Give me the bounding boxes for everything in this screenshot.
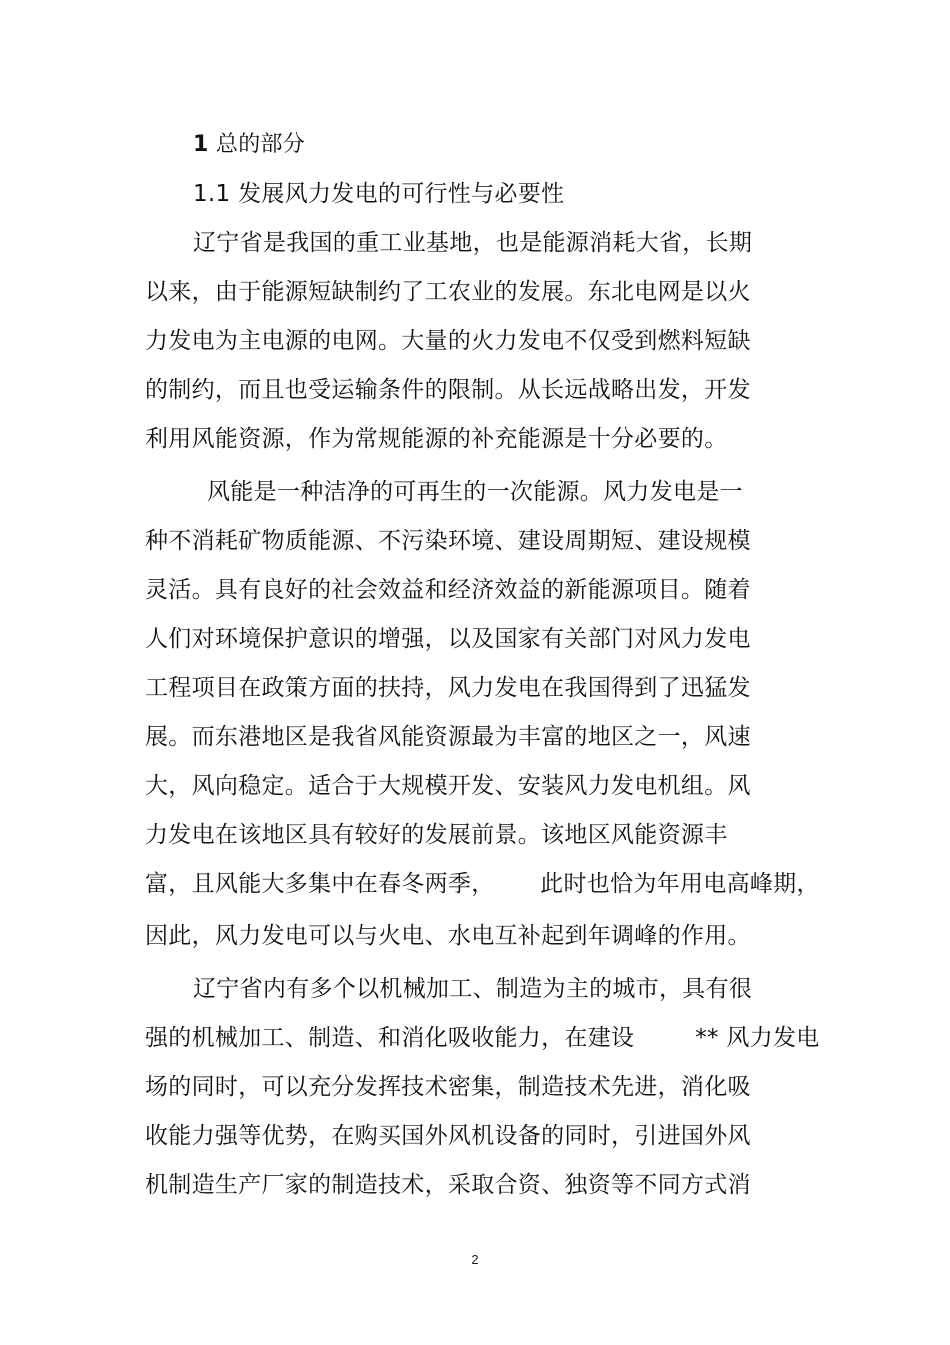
body-line: 风能是一种洁净的可再生的一次能源。风力发电是一 (207, 479, 743, 505)
body-line: 以来，由于能源短缺制约了工农业的发展。东北电网是以火 (145, 279, 751, 305)
body-line: 力发电为主电源的电网。大量的火力发电不仅受到燃料短缺 (145, 328, 751, 354)
heading-level-1 (193, 131, 305, 159)
body-line: 工程项目在政策方面的扶持，风力发电在我国得到了迅猛发 (145, 675, 751, 701)
body-line: 利用风能资源，作为常规能源的补充能源是十分必要的。 (145, 426, 728, 452)
body-line: 富，且风能大多集中在春冬两季， 此时也恰为年用电高峰期， (145, 871, 820, 897)
body-line: 大，风向稳定。适合于大规模开发、安装风力发电机组。风 (145, 773, 751, 799)
heading-number: 1 (193, 132, 209, 157)
body-line: 辽宁省是我国的重工业基地，也是能源消耗大省，长期 (193, 230, 753, 256)
body-line: 种不消耗矿物质能源、不污染环境、建设周期短、建设规模 (145, 528, 751, 554)
body-line: 收能力强等优势，在购买国外风机设备的同时，引进国外风 (145, 1123, 751, 1149)
body-line: 机制造生产厂家的制造技术，采取合资、独资等不同方式消 (145, 1172, 751, 1198)
heading-title: 总的部分 (215, 132, 306, 157)
page-number: 2 (471, 1252, 479, 1267)
body-line: 人们对环境保护意识的增强，以及国家有关部门对风力发电 (145, 626, 751, 652)
heading-level-2: 1.1 发展风力发电的可行性与必要性 (193, 181, 565, 207)
body-line: 场的同时，可以充分发挥技术密集，制造技术先进，消化吸 (145, 1074, 751, 1100)
body-line: 灵活。具有良好的社会效益和经济效益的新能源项目。随着 (145, 577, 751, 603)
body-line: 的制约，而且也受运输条件的限制。从长远战略出发，开发 (145, 377, 751, 403)
body-line: 力发电在该地区具有较好的发展前景。该地区风能资源丰 (145, 822, 728, 848)
body-line: 因此，风力发电可以与火电、水电互补起到年调峰的作用。 (145, 923, 751, 949)
body-line: 辽宁省内有多个以机械加工、制造为主的城市，具有很 (193, 976, 753, 1002)
body-line: 强的机械加工、制造、和消化吸收能力，在建设 ** 风力发电 (145, 1025, 820, 1051)
body-line: 展。而东港地区是我省风能资源最为丰富的地区之一，风速 (145, 724, 751, 750)
